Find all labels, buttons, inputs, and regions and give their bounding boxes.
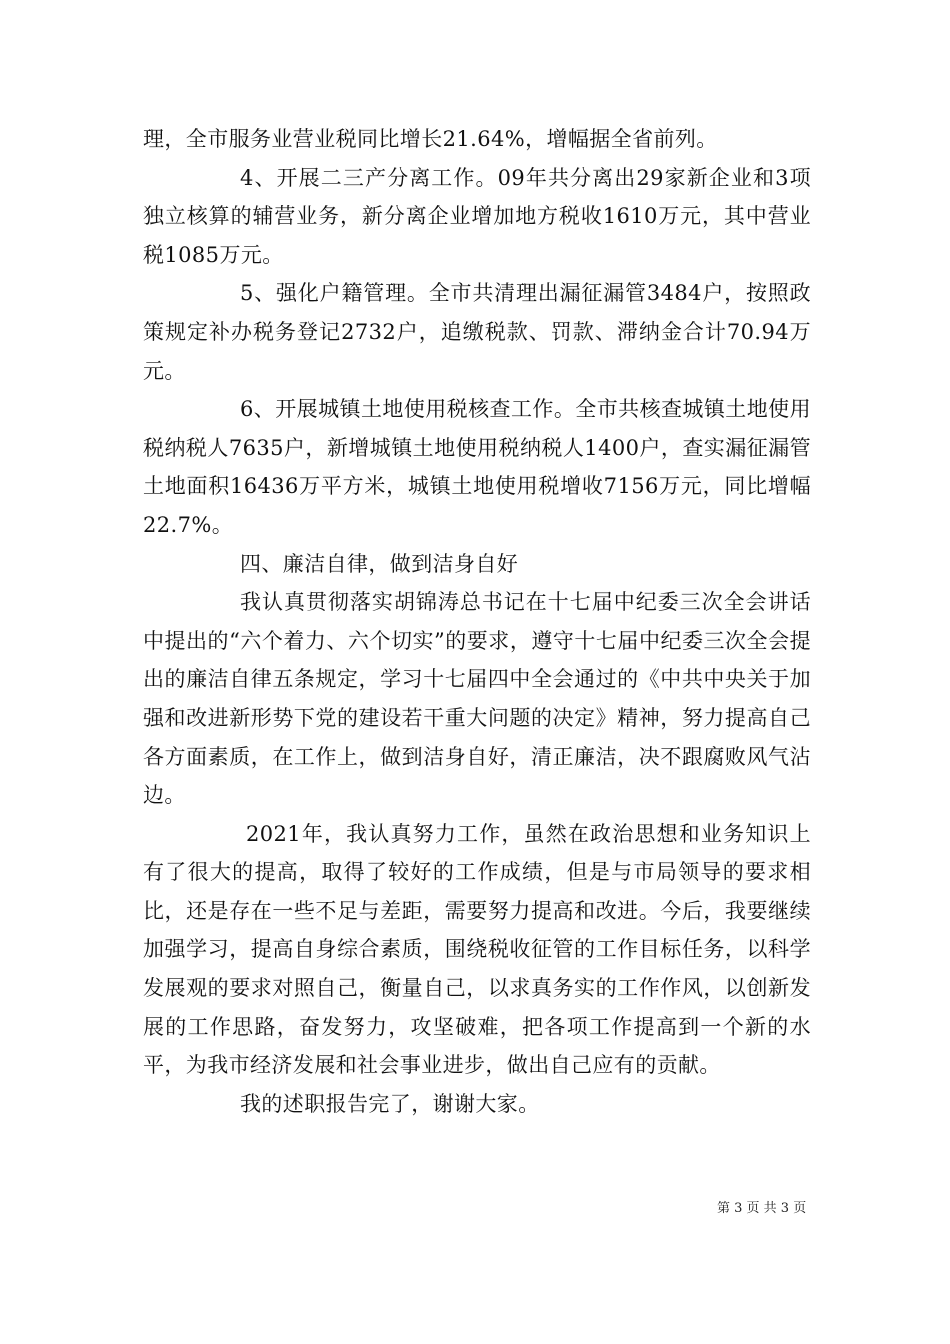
paragraph-integrity: 我认真贯彻落实胡锦涛总书记在十七届中纪委三次全会讲话中提出的“六个着力、六个切实”的要求，遵守十七届中纪委三次全会提出的廉洁自律五条规定，学习十七届四中全会通过的《中共中央关于加强和改进新形势下党的建设若干重大问题的决定》精神，努力提高自己各方面素质，在工作上，做到洁身自好，清正廉洁，决不跟腐败风气沾边。 bbox=[143, 590, 811, 808]
paragraph-item-4: 4、开展二三产分离工作。09年共分离出29家新企业和3项独立核算的辅营业务，新分离企业增加地方税收1610万元，其中营业税1085万元。 bbox=[143, 165, 811, 267]
page-number-footer: 第 3 页 共 3 页 bbox=[717, 1201, 807, 1216]
paragraph-item-6: 6、开展城镇土地使用税核查工作。全市共核查城镇土地使用税纳税人7635户，新增城镇土地使用税纳税人1400户，查实漏征漏管土地面积16436万平方米，城镇土地使用税增收7156万元，同比增幅22.7%。 bbox=[143, 397, 811, 537]
document-body bbox=[143, 120, 811, 1123]
paragraph-item-5: 5、强化户籍管理。全市共清理出漏征漏管3484户，按照政策规定补办税务登记2732户，追缴税款、罚款、滞纳金合计70.94万元。 bbox=[143, 281, 811, 383]
paragraph-continuation: 理，全市服务业营业税同比增长21.64%，增幅据全省前列。 bbox=[143, 127, 718, 151]
paragraph-summary: 2021年，我认真努力工作，虽然在政治思想和业务知识上有了很大的提高，取得了较好的工作成绩，但是与市局领导的要求相比，还是存在一些不足与差距，需要努力提高和改进。今后，我要继续加强学习，提高自身综合素质，围绕税收征管的工作目标任务，以科学发展观的要求对照自己，衡量自己，以求真务实的工作作风，以创新发展的工作思路，奋发努力，攻坚破难，把各项工作提高到一个新的水平，为我市经济发展和社会事业进步，做出自己应有的贡献。 bbox=[143, 821, 811, 1078]
paragraph-closing: 我的述职报告完了，谢谢大家。 bbox=[240, 1091, 540, 1116]
section-heading-4: 四、廉洁自律，做到洁身自好 bbox=[240, 551, 519, 576]
